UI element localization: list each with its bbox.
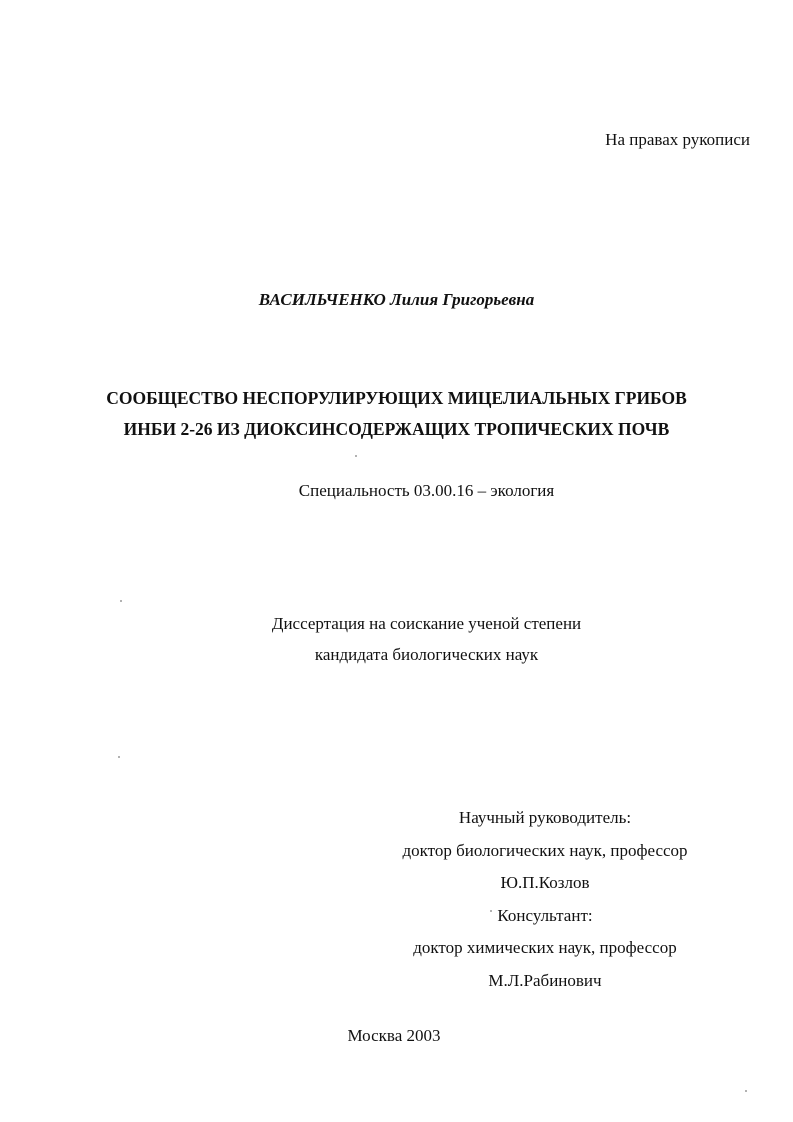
supervisor-title: доктор биологических наук, профессор (402, 840, 688, 860)
consultant-title: доктор химических наук, профессор (413, 938, 677, 957)
author-name: ВАСИЛЬЧЕНКО Лилия Григорьевна (258, 290, 535, 309)
degree-line-2: кандидата биологических наук (314, 645, 539, 664)
scan-speck (120, 600, 122, 602)
dissertation-title (0, 383, 793, 445)
specialty-line: Специальность 03.00.16 – экология (298, 481, 555, 500)
scan-speck (355, 455, 357, 457)
manuscript-rights-note: На правах рукописи (605, 130, 750, 149)
supervisors-block (350, 802, 740, 997)
scan-speck (745, 1090, 747, 1092)
title-line-1: СООБЩЕСТВО НЕСПОРУЛИРУЮЩИХ МИЦЕЛИАЛЬНЫХ ГРИБОВ (106, 388, 687, 408)
degree-line-1: Диссертация на соискание ученой степени (271, 614, 582, 633)
supervisor-label: Научный руководитель: (458, 808, 632, 827)
scan-speck (118, 756, 120, 758)
scan-speck (490, 910, 492, 912)
supervisor-name: Ю.П.Козлов (500, 873, 590, 892)
title-line-2: ИНБИ 2-26 ИЗ ДИОКСИНСОДЕРЖАЩИХ ТРОПИЧЕСКИХ ПОЧВ (123, 419, 670, 439)
degree-statement (0, 608, 793, 670)
consultant-name: М.Л.Рабинович (488, 970, 602, 990)
consultant-label: Консультант: (497, 905, 593, 925)
place-and-year: Москва 2003 (347, 1026, 441, 1045)
